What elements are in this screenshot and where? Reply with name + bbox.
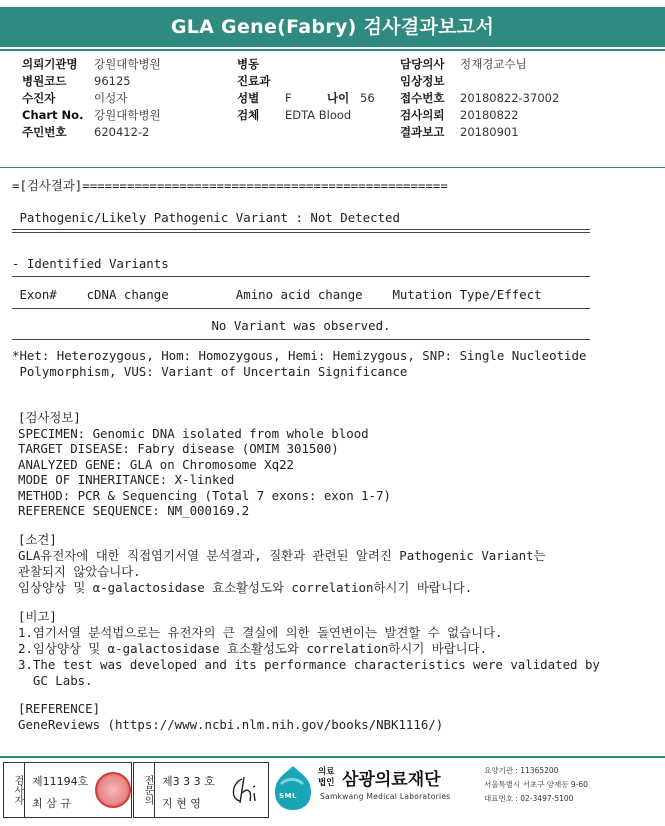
- examiner-signature-box: [3, 762, 132, 818]
- request-date: 20180822: [460, 108, 519, 122]
- remarks-line: 3.The test was developed and its performance characteristics were validated by: [18, 657, 600, 672]
- contact-line: 서울특별시 서초구 양재동 9-60: [484, 780, 588, 789]
- remarks-header: [비고]: [18, 609, 57, 624]
- info-row: [237, 90, 375, 107]
- info-label: 병원코드: [22, 74, 67, 88]
- info-row: [22, 90, 161, 107]
- info-line: MODE OF INHERITANCE: X-linked: [18, 472, 235, 487]
- report-body: [0, 168, 665, 746]
- patient-info-col2: [237, 56, 375, 124]
- patient-info-panel: [0, 49, 665, 169]
- opinion-header: [소견]: [18, 532, 57, 547]
- info-label: 검사의뢰: [400, 108, 445, 122]
- info-row: [400, 124, 559, 141]
- remarks-line: 1.염기서열 분석법으로는 유전자의 큰 결실에 의한 돌연변이는 발견할 수 없습니다.: [18, 625, 503, 640]
- info-label: 담당의사: [400, 57, 445, 71]
- opinion-line: 관찰되지 않았습니다.: [18, 564, 141, 579]
- resident-number: 620412-2: [94, 125, 150, 139]
- footnote-line-1: *Het: Heterozygous, Hom: Homozygous, Hemi: Hemizygous, SNP: Single Nucleotide: [12, 348, 587, 363]
- divider: [12, 276, 590, 277]
- info-line: METHOD: PCR & Sequencing (Total 7 exons: exon 1-7): [18, 488, 391, 503]
- specialist-role: 전문의: [142, 775, 153, 805]
- footnote-line-2: Polymorphism, VUS: Variant of Uncertain Significance: [12, 364, 408, 379]
- hospital-code: 96125: [94, 74, 131, 88]
- result-header: =[검사결과]=================================================: [12, 178, 448, 193]
- info-row: [400, 73, 559, 90]
- info-row: [22, 56, 161, 73]
- info-label: 수진자: [22, 91, 56, 105]
- seal-stamp-icon: [95, 772, 131, 808]
- report-footer: [0, 756, 665, 822]
- info-row: [237, 107, 375, 124]
- specimen-type: EDTA Blood: [285, 108, 352, 122]
- remarks-line: GC Labs.: [18, 673, 93, 688]
- info-line: SPECIMEN: Genomic DNA isolated from whole blood: [18, 426, 369, 441]
- brand-name: 삼광의료재단: [342, 770, 441, 790]
- contact-line: 대표번호 : 02-3497-5100: [484, 794, 574, 803]
- brand-logo-icon: [271, 764, 315, 812]
- info-label: 진료과: [237, 74, 271, 88]
- handwritten-signature-icon: [228, 773, 264, 807]
- remarks-line: 2.임상양상 및 α-galactosidase 효소활성도와 correlation하시기 바랍니다.: [18, 641, 488, 656]
- info-row: [400, 107, 559, 124]
- chart-number: 강원대학병원: [94, 108, 161, 122]
- info-line: ANALYZED GENE: GLA on Chromosome Xq22: [18, 457, 295, 472]
- info-section-header: [검사정보]: [18, 410, 81, 425]
- report-title: GLA Gene(Fabry) 검사결과보고서: [0, 7, 665, 47]
- sex: F: [285, 91, 292, 105]
- divider: [12, 308, 590, 309]
- age: 56: [360, 91, 375, 105]
- specialist-name: 지 현 영: [162, 797, 201, 810]
- info-row: [400, 90, 559, 107]
- reference-link-text: GeneReviews (https://www.ncbi.nlm.nih.gov/books/NBK1116/): [18, 717, 444, 732]
- info-row: [22, 107, 161, 124]
- opinion-line: GLA유전자에 대한 직접염기서열 분석결과, 질환과 관련된 알려진 Pathogenic Variant는: [18, 548, 546, 563]
- info-label: 주민번호: [22, 125, 67, 139]
- patient-info-col3: [400, 56, 559, 141]
- brand-subtitle: Samkwang Medical Laboratories: [320, 792, 451, 801]
- info-label: 임상정보: [400, 74, 445, 88]
- info-row: [237, 56, 375, 73]
- examiner-role: 검사자: [12, 775, 23, 805]
- brand-prefix: 의료 법인: [318, 767, 335, 788]
- patient-info-col1: [22, 56, 161, 141]
- info-row: [400, 56, 559, 73]
- attending-doctor: 정재경교수님: [460, 57, 527, 71]
- info-label: 성별: [237, 91, 260, 105]
- variant-table-header: Exon# cDNA change Amino acid change Mutation Type/Effect: [12, 287, 542, 302]
- identified-variants-title: - Identified Variants: [12, 256, 169, 271]
- result-summary: Pathogenic/Likely Pathogenic Variant : Not Detected: [12, 210, 400, 225]
- specialist-license: 제3 3 3 호: [162, 775, 215, 788]
- info-label: Chart No.: [22, 108, 84, 122]
- info-label: 병동: [237, 57, 260, 71]
- specialist-signature-box: [133, 762, 269, 818]
- info-row: [237, 73, 375, 90]
- patient-name: 이성자: [94, 91, 128, 105]
- info-label: 나이: [327, 91, 350, 105]
- reference-header: [REFERENCE]: [18, 701, 101, 716]
- info-row: [22, 124, 161, 141]
- examiner-license: 제11194호: [32, 775, 89, 788]
- info-label: 접수번호: [400, 91, 445, 105]
- examiner-name: 최 삼 규: [32, 797, 71, 810]
- info-label: 의뢰기관명: [22, 57, 78, 71]
- info-label: 결과보고: [400, 125, 445, 139]
- examiner-role-label: [4, 763, 25, 817]
- contact-info: [484, 764, 588, 806]
- info-line: TARGET DISEASE: Fabry disease (OMIM 301500): [18, 441, 339, 456]
- double-divider: [12, 229, 590, 233]
- report-date: 20180901: [460, 125, 519, 139]
- requesting-hospital: 강원대학병원: [94, 57, 161, 71]
- contact-line: 요양기관 : 11365200: [484, 766, 559, 775]
- divider: [12, 339, 590, 340]
- opinion-line: 임상양상 및 α-galactosidase 효소활성도와 correlation하시기 바랍니다.: [18, 580, 473, 595]
- info-line: REFERENCE SEQUENCE: NM_000169.2: [18, 503, 250, 518]
- info-label: 검체: [237, 108, 260, 122]
- specialist-role-label: [134, 763, 155, 817]
- accession-number: 20180822-37002: [460, 91, 560, 105]
- info-row: [22, 73, 161, 90]
- no-variant-message: No Variant was observed.: [211, 318, 391, 333]
- brand-logo-text: SML: [279, 792, 297, 800]
